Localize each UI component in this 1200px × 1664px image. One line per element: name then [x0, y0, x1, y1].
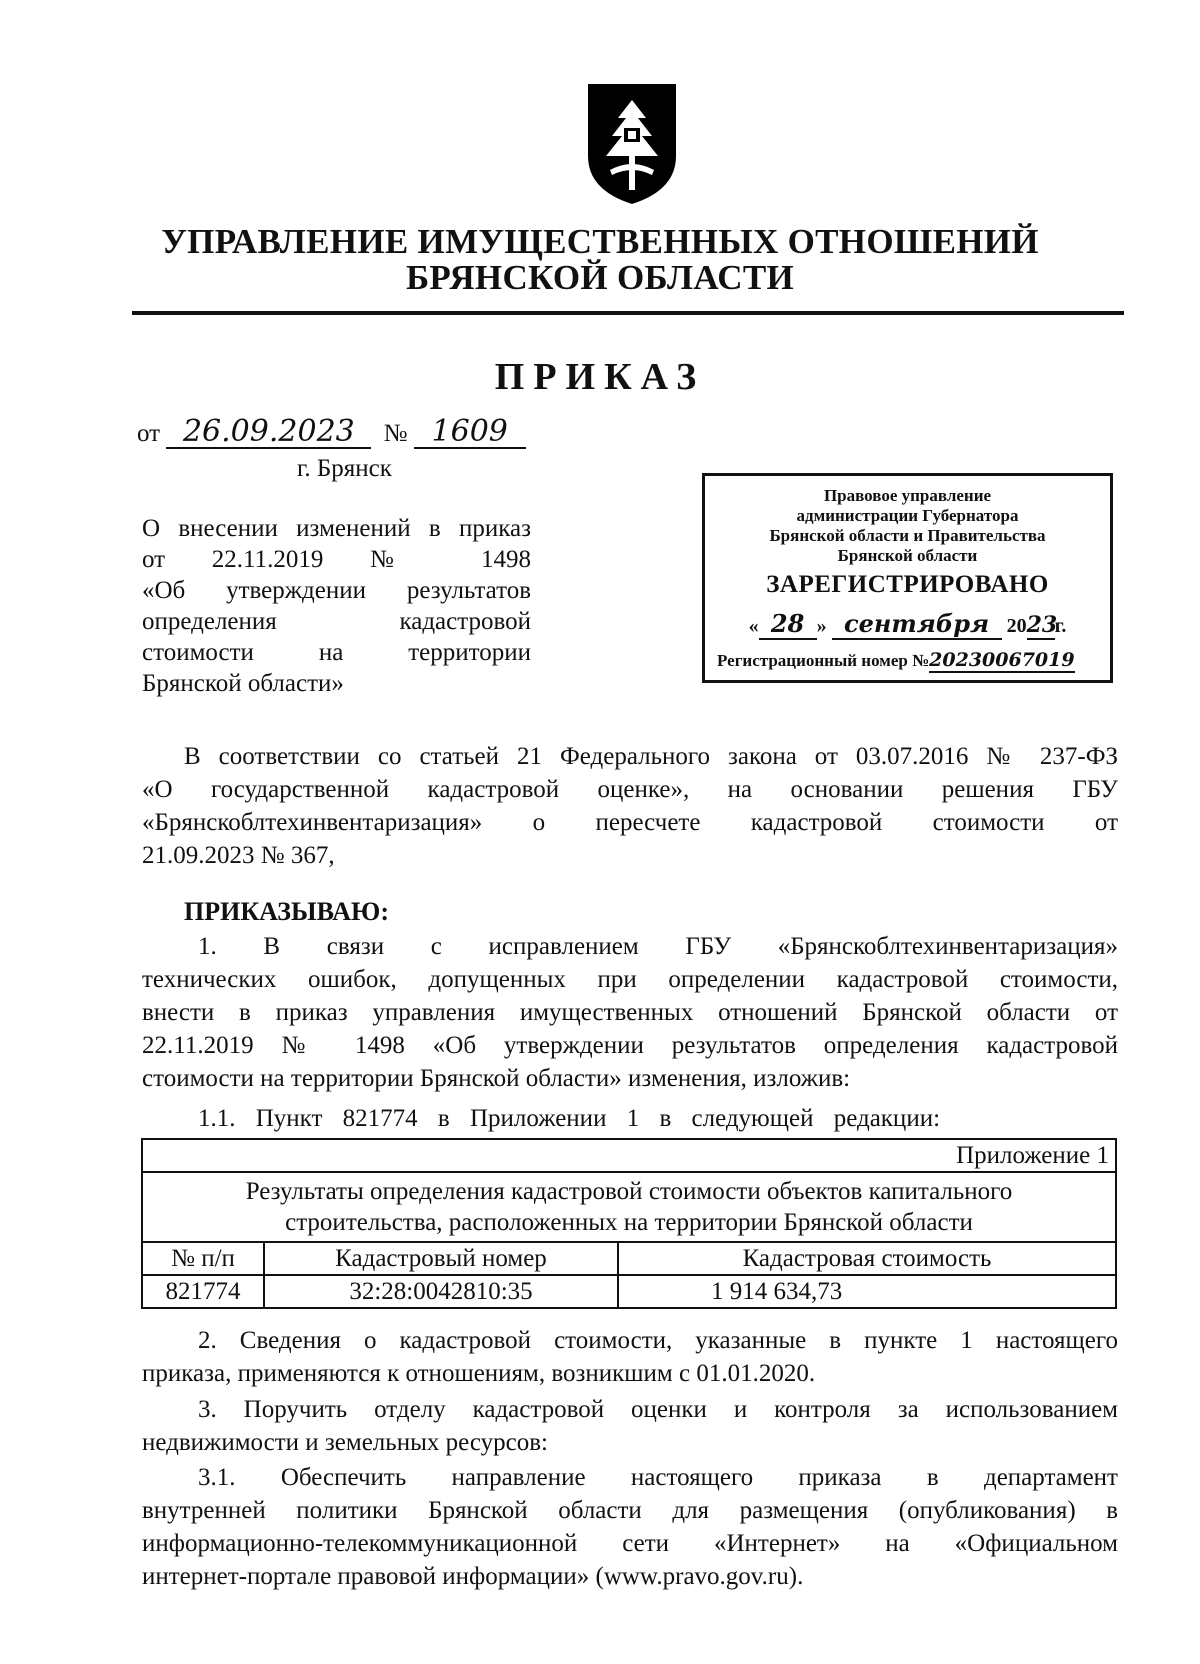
stamp-line: Правовое управление [823, 486, 992, 505]
item-3-1-line: внутренней политики Брянской области для размещения (опубликования) в [142, 1497, 1118, 1524]
cadastral-value-table [141, 1138, 1117, 1309]
table-appendix-label: Приложение 1 [142, 1139, 1116, 1172]
item-3-1 [142, 1461, 1118, 1593]
stamp-day: 28 [759, 609, 817, 640]
stamp-month: сентября [832, 609, 1002, 640]
order-date-line [137, 416, 526, 449]
item-2-line: приказа, применяются к отношениям, возникшим с 01.01.2020. [142, 1360, 816, 1387]
subject-line: Брянской области» [142, 670, 344, 697]
table-cell: 1 914 634,73 [618, 1275, 1116, 1308]
coat-of-arms-emblem [580, 78, 684, 208]
stamp-line: Брянской области [837, 546, 978, 565]
item-3-line: 3. Поручить отделу кадастровой оценки и контроля за использованием [198, 1396, 1118, 1423]
organization-name-line1: УПРАВЛЕНИЕ ИМУЩЕСТВЕННЫХ ОТНОШЕНИЙ [161, 222, 1039, 261]
document-title: ПРИКАЗ [494, 356, 706, 398]
stamp-reg-label: Регистрационный номер № [717, 651, 930, 670]
order-directive: ПРИКАЗЫВАЮ: [184, 897, 389, 926]
item-1-line: 22.11.2019 № 1498 «Об утверждении результатов определения кадастровой [142, 1032, 1118, 1059]
item-3-1-line: информационно-телекоммуникационной сети «Интернет» на «Официальном [142, 1530, 1118, 1557]
stamp-year-prefix: 20 [1006, 615, 1027, 637]
stamp-year-suffix: 23 [1026, 612, 1058, 638]
table-header: № п/п [142, 1242, 264, 1275]
subject-line: от 22.11.2019 № 1498 [142, 546, 531, 573]
registration-stamp [702, 473, 1113, 683]
preamble-line: В соответствии со статьей 21 Федерального закона от 03.07.2016 № 237-ФЗ [184, 743, 1118, 770]
item-3 [142, 1393, 1118, 1459]
from-label: от [137, 420, 161, 447]
stamp-reg-row [705, 649, 1110, 673]
table-title [142, 1172, 1116, 1242]
order-city: г. Брянск [297, 455, 392, 482]
stamp-status: ЗАРЕГИСТРИРОВАНО [766, 571, 1049, 598]
table-title-line: Результаты определения кадастровой стоимости объектов капитального [245, 1178, 1013, 1205]
number-label: № [383, 420, 408, 447]
item-1-1: 1.1. Пункт 821774 в Приложении 1 в следующей редакции: [198, 1105, 941, 1132]
item-1 [142, 930, 1118, 1095]
table-header-row [142, 1242, 1116, 1275]
subject-line: определения кадастровой [142, 608, 531, 635]
table-row [142, 1275, 1116, 1308]
subject-block [142, 513, 531, 699]
table-cell: 821774 [142, 1275, 264, 1308]
organization-name-line2: БРЯНСКОЙ ОБЛАСТИ [405, 258, 794, 297]
item-3-1-line: 3.1. Обеспечить направление настоящего приказа в департамент [198, 1464, 1118, 1491]
table-header: Кадастровая стоимость [618, 1242, 1116, 1275]
subject-line: стоимости на территории [142, 639, 531, 666]
stamp-year-end: г. [1054, 615, 1067, 637]
item-1-line: технических ошибок, допущенных при определении кадастровой стоимости, [142, 966, 1118, 993]
item-3-1-line: интернет-портале правовой информации» (www.pravo.gov.ru). [142, 1563, 804, 1590]
table-cell: 32:28:0042810:35 [264, 1275, 618, 1308]
item-1-line: 1. В связи с исправлением ГБУ «Брянскоблтехинвентаризация» [198, 933, 1118, 960]
order-number: 1609 [414, 416, 526, 449]
subject-line: «Об утверждении результатов [142, 577, 531, 604]
preamble-line: «О государственной кадастровой оценке», на основании решения ГБУ [142, 776, 1118, 803]
preamble-line: «Брянскоблтехинвентаризация» о пересчете кадастровой стоимости от [142, 809, 1118, 836]
stamp-date-row: « 28 » сентября 2023г. [748, 609, 1067, 638]
item-2-line: 2. Сведения о кадастровой стоимости, указанные в пункте 1 настоящего [198, 1327, 1118, 1354]
stamp-line: Брянской области и Правительства [769, 526, 1046, 545]
table-title-line: строительства, расположенных на территории Брянской области [285, 1209, 973, 1236]
subject-line: О внесении изменений в приказ [142, 515, 531, 542]
item-1-line: стоимости на территории Брянской области» изменения, изложив: [142, 1065, 851, 1092]
stamp-reg-number: 20230067019 [929, 649, 1075, 671]
item-3-line: недвижимости и земельных ресурсов: [142, 1429, 548, 1456]
order-date: 26.09.2023 [166, 416, 371, 449]
item-1-line: внести в приказ управления имущественных отношений Брянской области от [142, 999, 1118, 1026]
table-header: Кадастровый номер [264, 1242, 618, 1275]
preamble-line: 21.09.2023 № 367, [142, 842, 335, 869]
header-divider [132, 311, 1124, 315]
stamp-line: администрации Губернатора [796, 506, 1019, 525]
preamble [142, 740, 1118, 872]
item-2 [142, 1324, 1118, 1390]
